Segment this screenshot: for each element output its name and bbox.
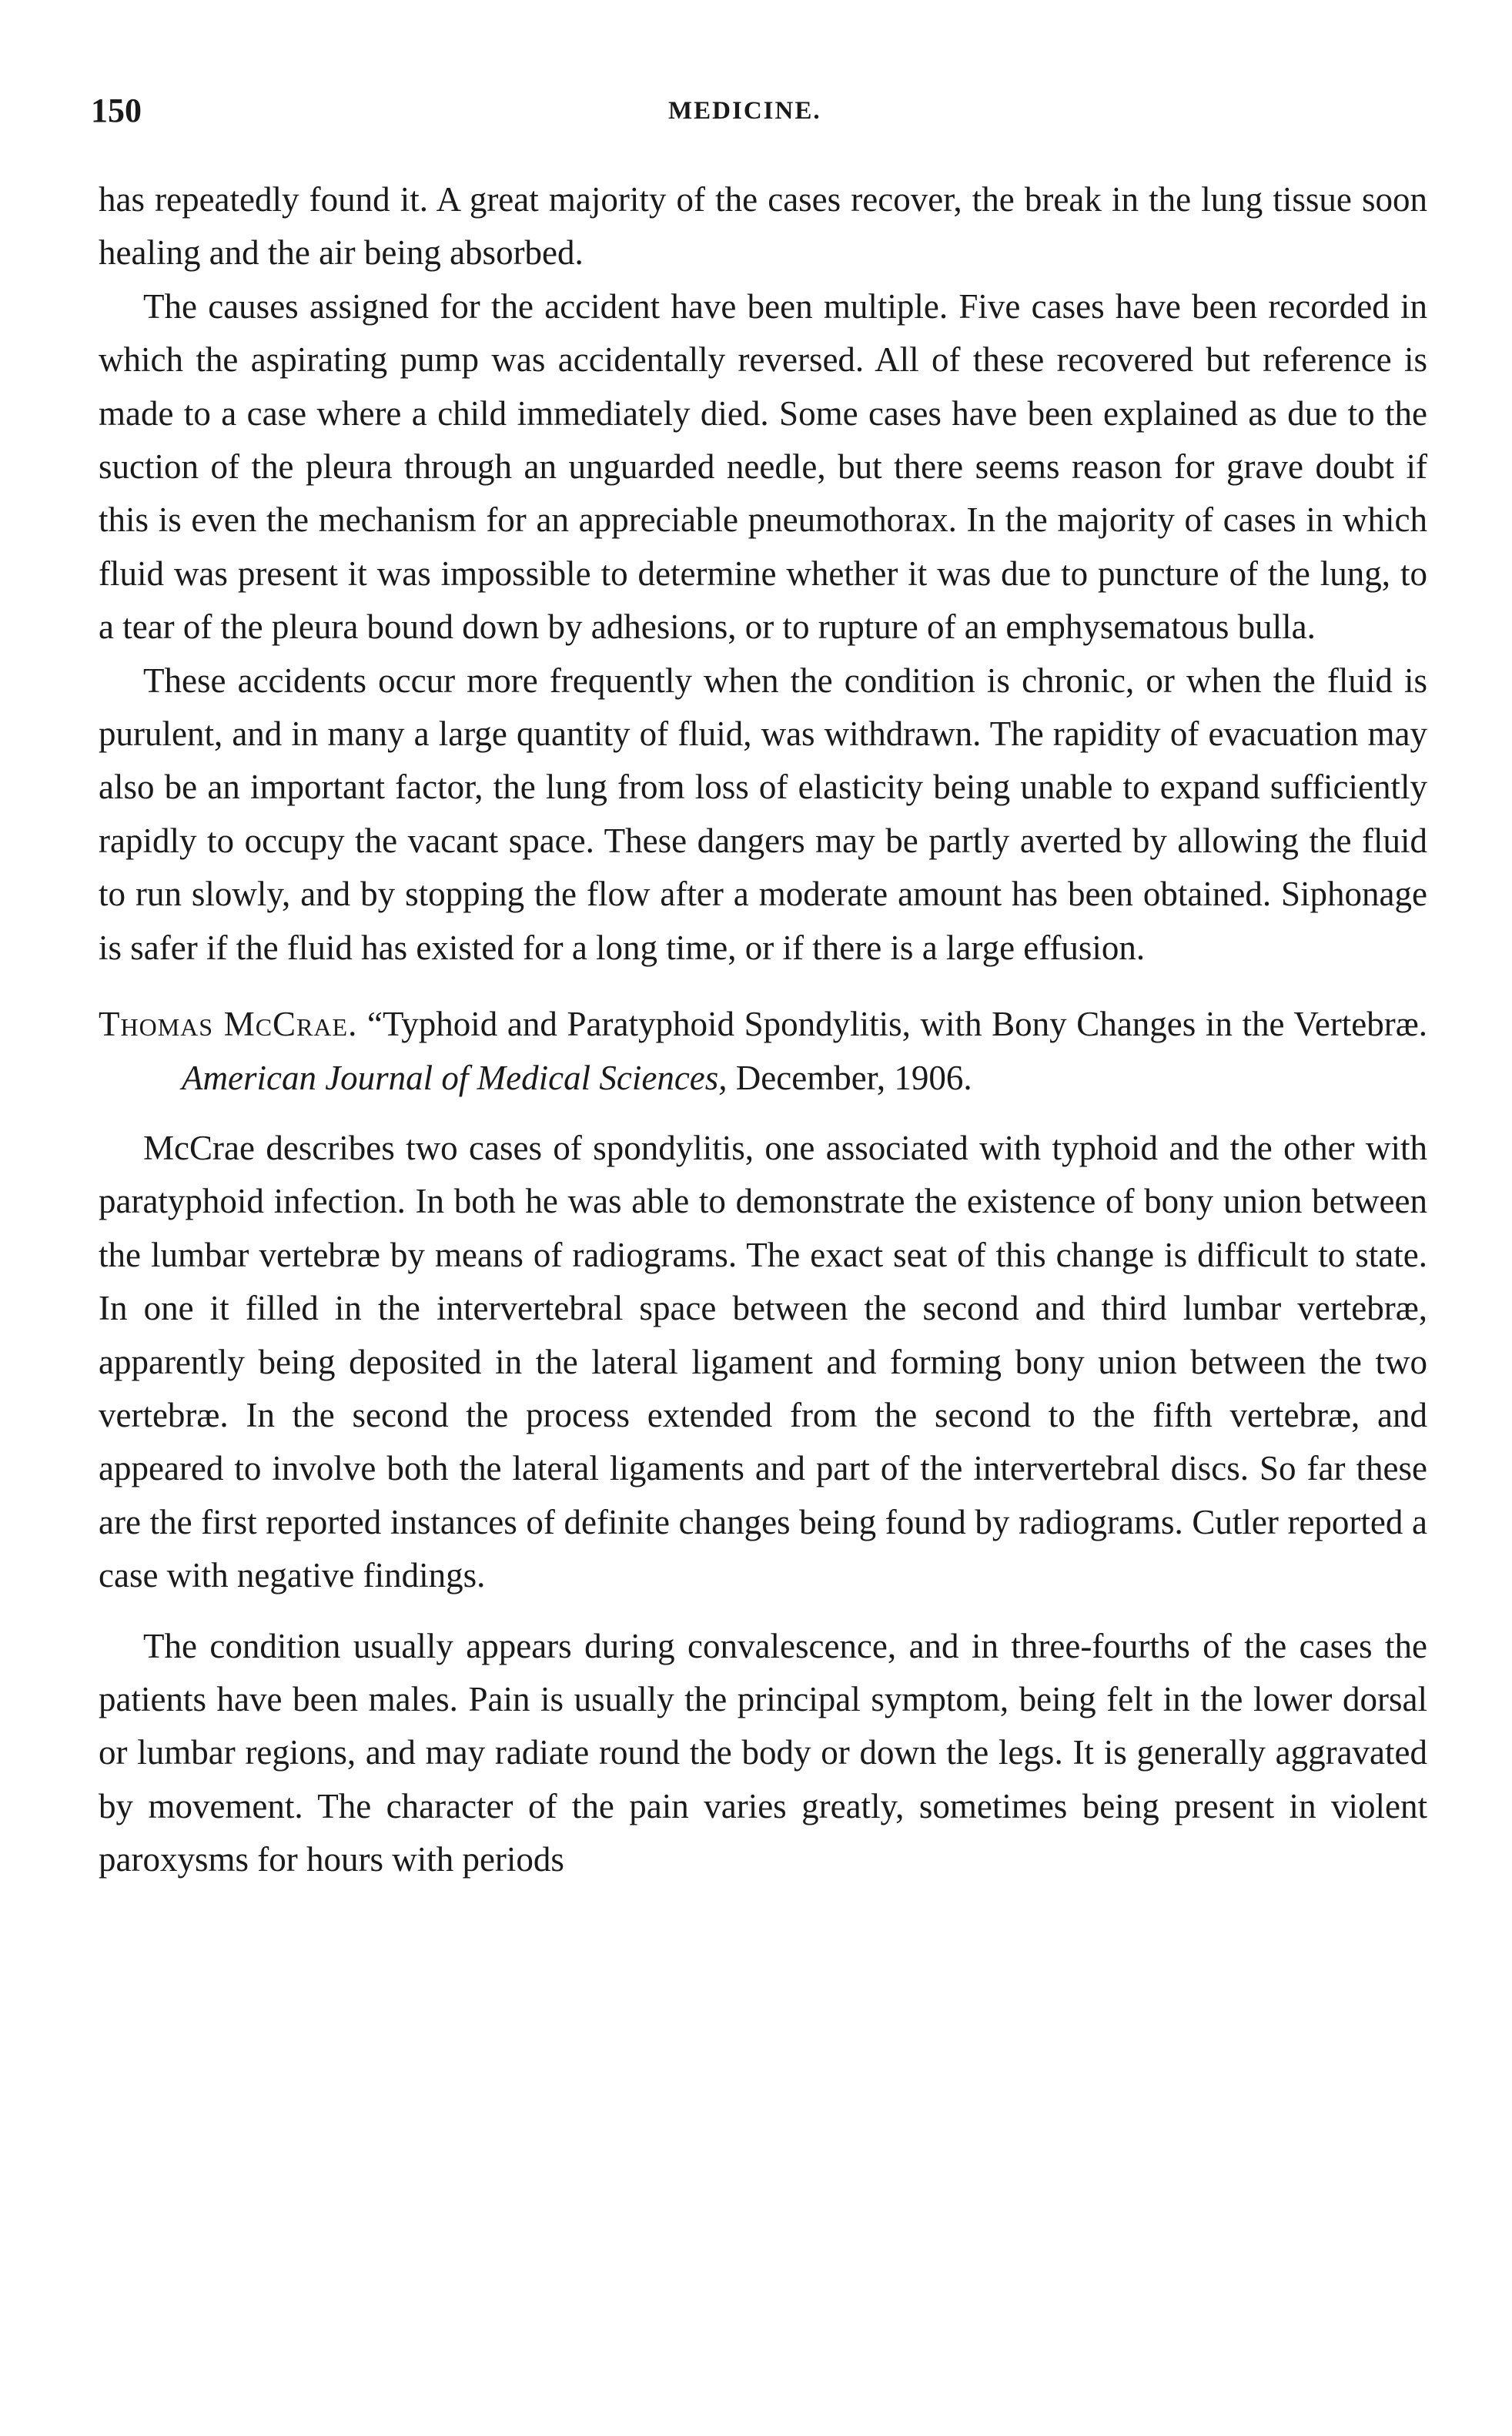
paragraph-mccrae: McCrae describes two cases of spondylitis, one associated with typhoid and the other with paratyphoid infection. In both he was able to demonstrate the existence of bony union between the lumbar vertebræ by means of radiograms. The exact seat of this change is difficult to state. In one it filled in the intervertebral space between the second and third lumbar vertebræ, apparently being deposited in the lateral ligament and forming bony union between the two vertebræ. In the second the process extended from the second to the fifth vertebræ, and appeared to involve both the lateral ligaments and part of the intervertebral discs. So far these are the first reported instances of definite changes being found by radiograms. Cutler reported a case with negative findings. bbox=[99, 1128, 1427, 1595]
paragraph-accidents: These accidents occur more frequently when the condition is chronic, or when the fluid is purulent, and in many a large quantity of fluid, was withdrawn. The rapidity of evacuation may also be an important factor, the lung from loss of elasticity being unable to expand sufficiently rapidly to occupy the vacant space. These dangers may be partly averted by allowing the fluid to run slowly, and by stopping the flow after a moderate amount has been obtained. Siphonage is safer if the fluid has existed for a long time, or if there is a large effusion. bbox=[99, 661, 1427, 967]
paragraph-continuation: has repeatedly found it. A great majority of the cases recover, the break in the lung tissue soon healing and the air being absorbed. bbox=[99, 180, 1427, 273]
reference-citation bbox=[99, 998, 1427, 1105]
running-head: MEDICINE. bbox=[668, 97, 821, 125]
page-body bbox=[99, 173, 1427, 1887]
citation-author: Thomas McCrae. bbox=[99, 1005, 358, 1044]
paragraph-condition: The condition usually appears during convalescence, and in three-fourths of the cases the patients have been males. Pain is usually the principal symptom, being felt in the lower dorsal or lumbar regions, and may radiate round the body or down the legs. It is generally aggravated by movement. The character of the pain varies greatly, sometimes being present in violent paroxysms for hours with periods bbox=[99, 1626, 1427, 1879]
page-number: 150 bbox=[91, 92, 142, 129]
page-header bbox=[0, 91, 1512, 137]
citation-date: December, 1906. bbox=[735, 1058, 972, 1097]
citation-journal: American Journal of Medical Sciences, bbox=[182, 1058, 728, 1097]
citation-title: “Typhoid and Paratyphoid Spondylitis, with Bony Changes in the Vertebræ. bbox=[366, 1005, 1428, 1044]
paragraph-causes: The causes assigned for the accident have been multiple. Five cases have been recorded in which the aspirating pump was accidentally reversed. All of these recovered but reference is made to a case where a child immediately died. Some cases have been explained as due to the suction of the pleura through an unguarded needle, but there seems reason for grave doubt if this is even the mechanism for an appreciable pneumothorax. In the majority of cases in which fluid was present it was impossible to determine whether it was due to puncture of the lung, to a tear of the pleura bound down by adhesions, or to rupture of an emphysematous bulla. bbox=[99, 286, 1427, 647]
